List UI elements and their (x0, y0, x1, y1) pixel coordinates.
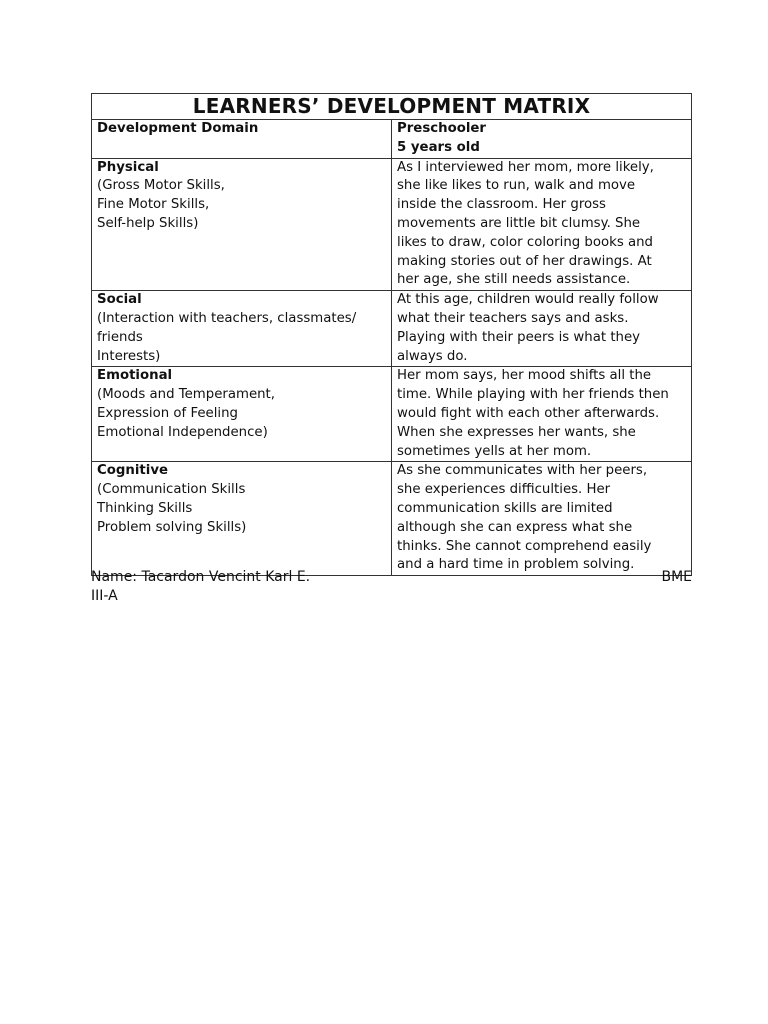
domain-cell-physical (92, 158, 392, 291)
observation-line: sometimes yells at her mom. (397, 443, 592, 459)
domain-cell-emotional (92, 367, 392, 462)
observation-line: she experiences difficulties. Her (397, 482, 611, 498)
observation-line: Playing with their peers is what they (397, 329, 641, 345)
header-age-label: 5 years old (397, 139, 480, 155)
domain-detail-line: (Communication Skills (97, 482, 246, 498)
domain-detail-line: (Gross Motor Skills, (97, 178, 225, 194)
domain-detail-line: (Interaction with teachers, classmates/ (97, 310, 357, 326)
section-label: III-A (91, 588, 118, 604)
course-label: BME (661, 569, 692, 585)
observation-cell-cognitive (392, 462, 692, 576)
observation-line: her age, she still needs assistance. (397, 272, 631, 288)
observation-line: thinks. She cannot comprehend easily (397, 538, 652, 554)
observation-line: When she expresses her wants, she (397, 424, 636, 440)
domain-title: Physical (97, 159, 159, 175)
development-matrix-table (91, 93, 692, 576)
domain-title: Emotional (97, 368, 173, 384)
table-row (92, 367, 692, 462)
domain-detail-line: Thinking Skills (97, 500, 193, 516)
observation-line: As she communicates with her peers, (397, 463, 648, 479)
domain-title: Cognitive (97, 463, 169, 479)
observation-line: would fight with each other afterwards. (397, 405, 660, 421)
domain-detail-line: Self-help Skills) (97, 215, 199, 231)
observation-line: likes to draw, color coloring books and (397, 234, 653, 250)
domain-detail-line: Emotional Independence) (97, 424, 268, 440)
table-row (92, 462, 692, 576)
observation-cell-emotional (392, 367, 692, 462)
header-stage-label: Preschooler (397, 121, 486, 136)
observation-line: inside the classroom. Her gross (397, 197, 606, 213)
header-row (92, 120, 692, 159)
observation-line: she like likes to run, walk and move (397, 178, 636, 194)
observation-cell-social (392, 291, 692, 367)
table-row (92, 158, 692, 291)
domain-detail-line: friends (97, 329, 143, 345)
domain-detail-line: Fine Motor Skills, (97, 197, 210, 213)
domain-detail-line: Interests) (97, 348, 161, 364)
observation-line: At this age, children would really follow (397, 292, 659, 308)
header-stage-cell (392, 120, 692, 159)
observation-line: making stories out of her drawings. At (397, 253, 652, 269)
observation-line: what their teachers says and asks. (397, 310, 629, 326)
observation-line: Her mom says, her mood shifts all the (397, 368, 652, 384)
title-row (92, 94, 692, 120)
student-name: Name: Tacardon Vencint Karl E. (91, 569, 311, 585)
observation-line: As I interviewed her mom, more likely, (397, 159, 654, 175)
observation-line: time. While playing with her friends then (397, 387, 669, 403)
observation-line: and a hard time in problem solving. (397, 557, 635, 573)
table-row (92, 291, 692, 367)
observation-line: communication skills are limited (397, 500, 613, 516)
domain-title: Social (97, 292, 142, 308)
domain-cell-cognitive (92, 462, 392, 576)
document-title: LEARNERS’ DEVELOPMENT MATRIX (92, 94, 692, 120)
header-domain-cell (92, 120, 392, 159)
domain-detail-line: Problem solving Skills) (97, 519, 247, 535)
domain-detail-line: (Moods and Temperament, (97, 387, 276, 403)
observation-line: although she can express what she (397, 519, 633, 535)
observation-line: always do. (397, 348, 468, 364)
header-domain-label: Development Domain (97, 121, 259, 136)
observation-line: movements are little bit clumsy. She (397, 215, 641, 231)
observation-cell-physical (392, 158, 692, 291)
domain-detail-line: Expression of Feeling (97, 405, 238, 421)
domain-cell-social (92, 291, 392, 367)
